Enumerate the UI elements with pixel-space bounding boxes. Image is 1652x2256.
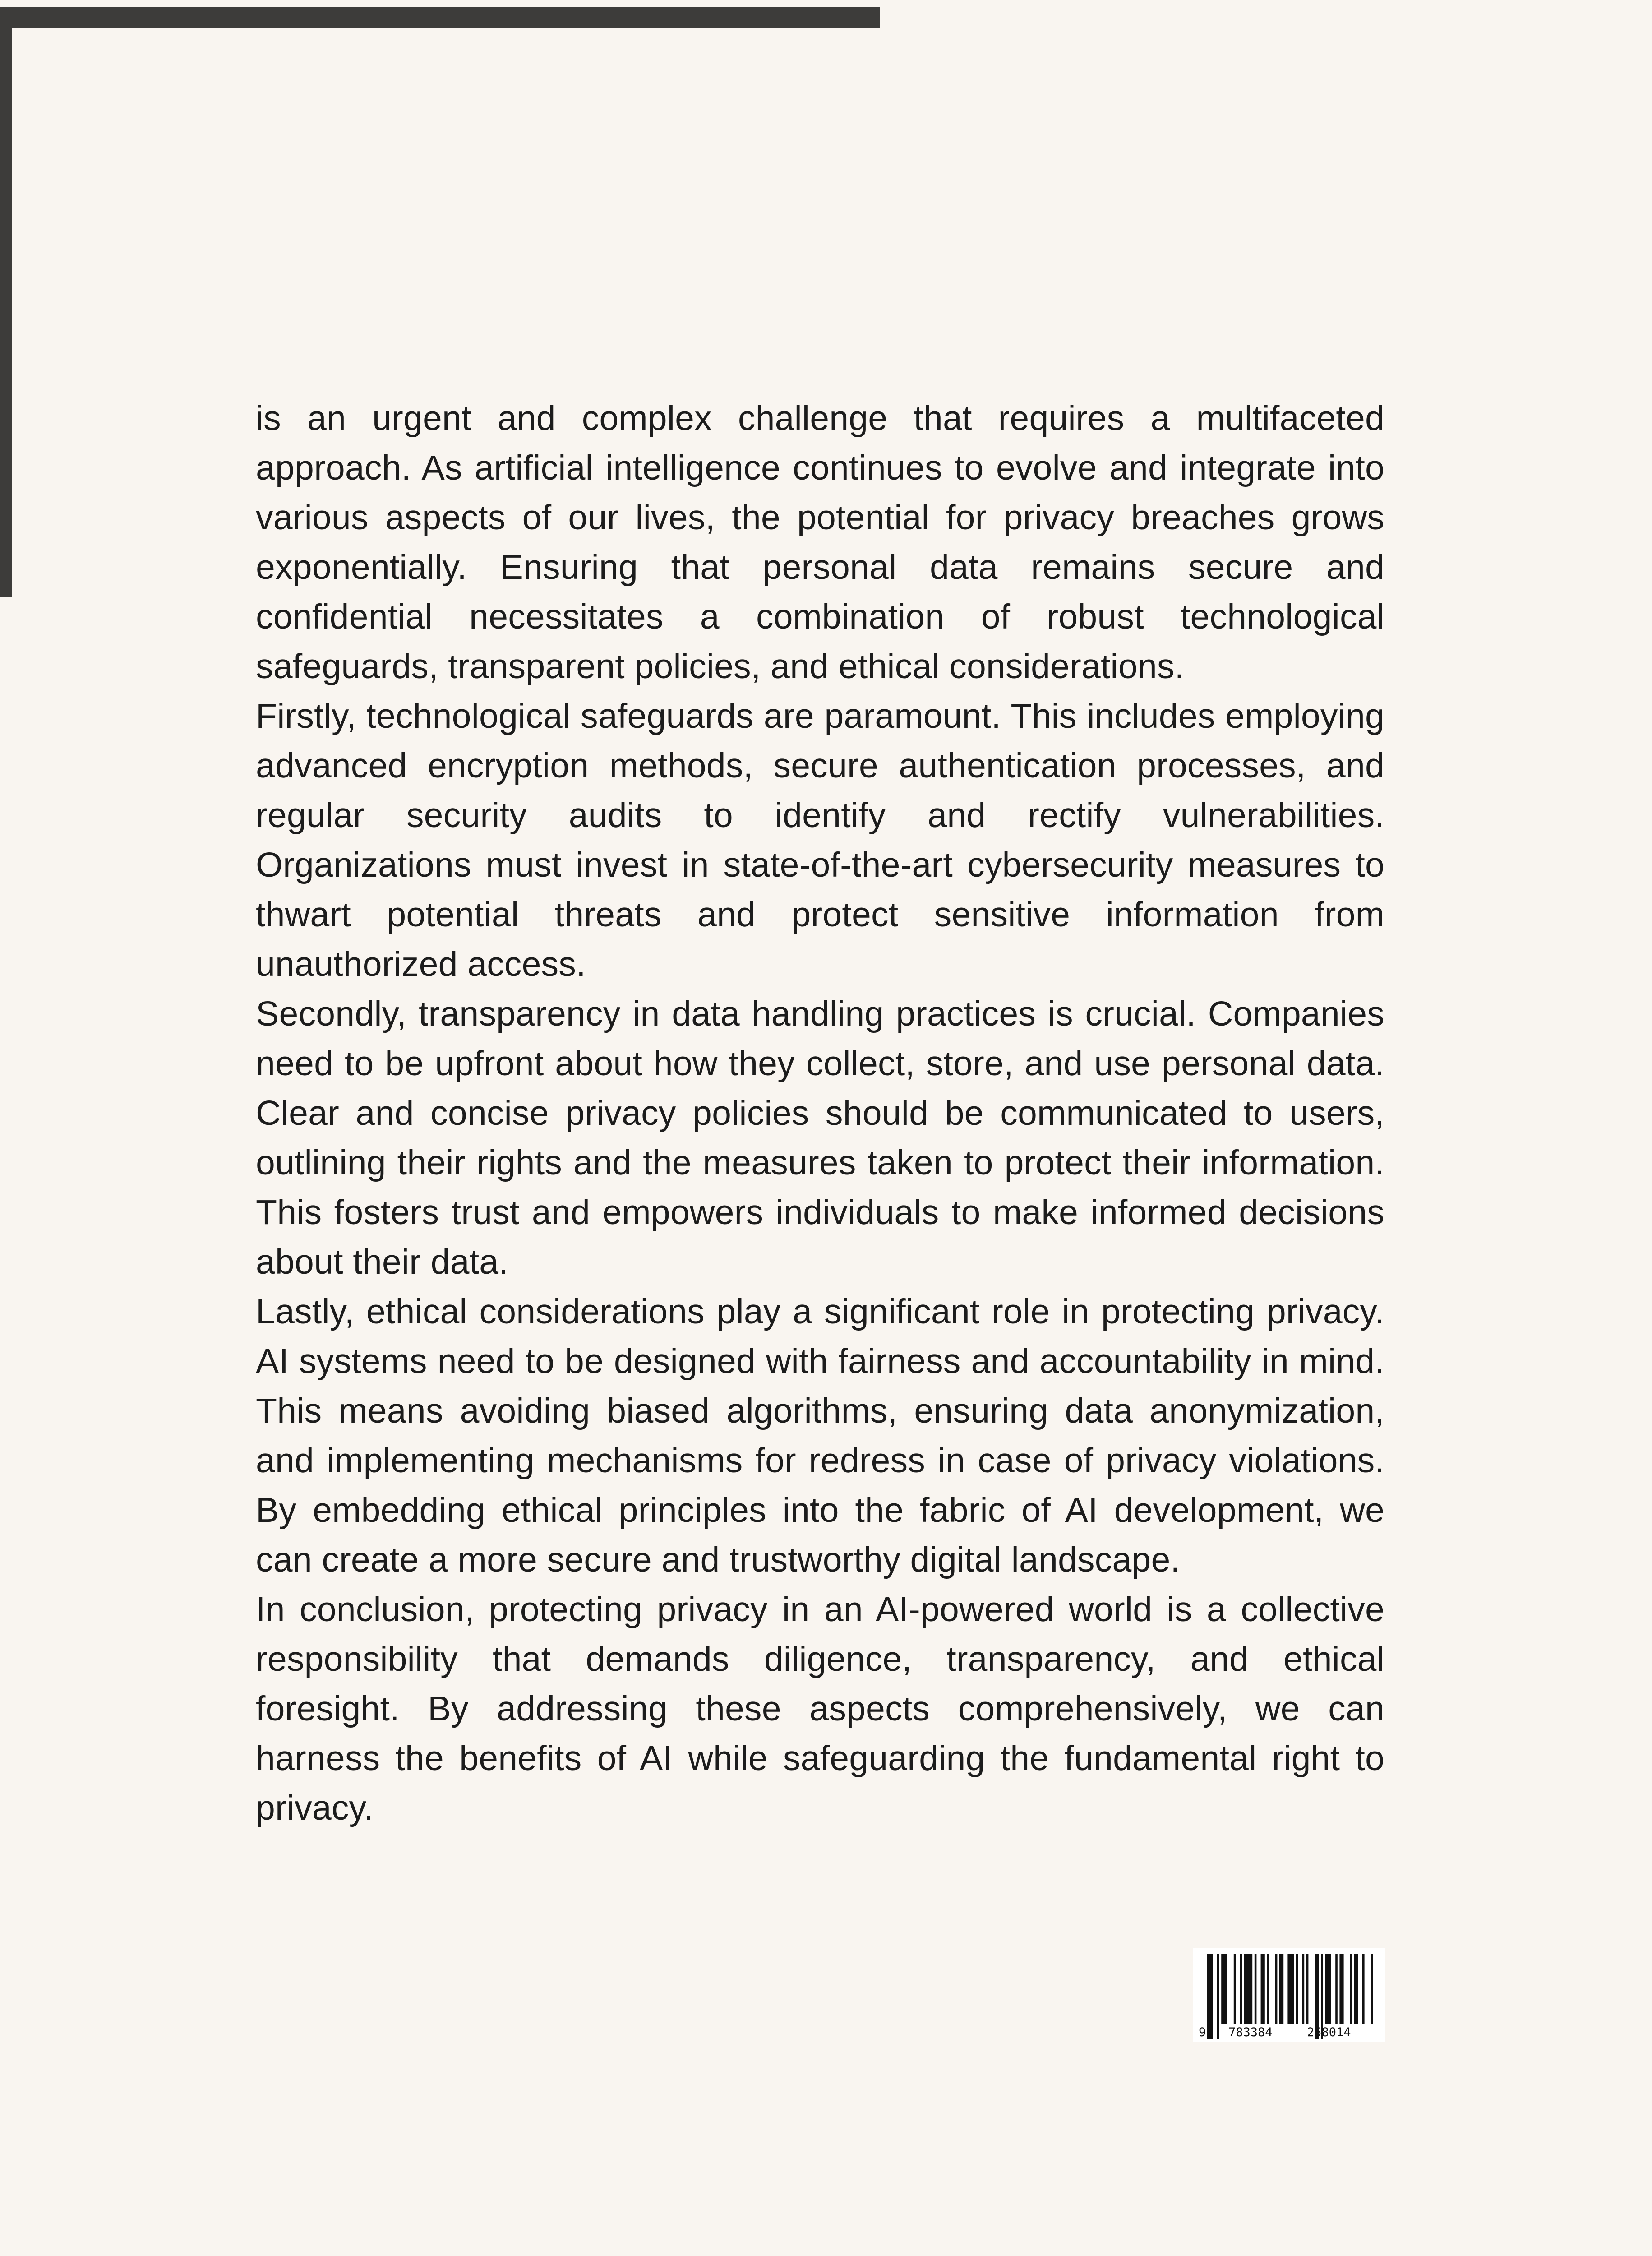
isbn-barcode <box>1193 1948 1385 2042</box>
barcode-bar <box>1350 1954 1352 2024</box>
paragraph-conclusion: In conclusion, protecting privacy in an AI-powered world is a collective responsibility that demands diligence, transparency, and ethical foresight. By addressing these aspects comprehensively, we can harness the benefits of AI while safeguarding the fundamental right to privacy. <box>256 1590 1384 1827</box>
barcode-bar <box>1267 1954 1269 2024</box>
decorative-frame-top-bar <box>0 7 880 28</box>
barcode-bar <box>1302 1954 1305 2024</box>
barcode-bar <box>1240 1954 1242 2024</box>
barcode-bar <box>1255 1954 1257 2024</box>
barcode-bar <box>1354 1954 1358 2024</box>
barcode-digit-lead: 9 <box>1199 2025 1206 2039</box>
barcode-bar <box>1362 1954 1365 2024</box>
barcode-bar <box>1234 1954 1236 2024</box>
paragraph-technological-safeguards: Firstly, technological safeguards are paramount. This includes employing advanced encryption methods, secure authentication processes, and regular security audits to identify and rectify vulnerabilities. Organizations must invest in state-of-the-art cybersecurity measures to thwart potential threats and protect sensitive information from unauthorized access. <box>256 697 1384 984</box>
barcode-bar <box>1221 1954 1227 2024</box>
barcode-bar <box>1371 1954 1373 2024</box>
barcode-bar <box>1275 1954 1278 2024</box>
barcode-bar <box>1279 1954 1283 2024</box>
decorative-frame-left-bar <box>0 7 12 597</box>
barcode-bar <box>1261 1954 1265 2024</box>
barcode-digits <box>1193 2025 1385 2040</box>
barcode-digit-group-2: 258014 <box>1307 2025 1351 2039</box>
paragraph-ethical-considerations: Lastly, ethical considerations play a significant role in protecting privacy. AI systems need to be designed with fairness and accountability in mind. This means avoiding biased algorithms, ensuring data anonymization, and implementing mechanisms for redress in case of privacy violations. By embedding ethical principles into the fabric of AI development, we can create a more secure and trustworthy digital landscape. <box>256 1292 1384 1579</box>
barcode-digit-group-1: 783384 <box>1228 2025 1273 2039</box>
barcode-bar <box>1306 1954 1309 2024</box>
barcode-bar <box>1244 1954 1252 2024</box>
barcode-bar <box>1296 1954 1298 2024</box>
barcode-bar <box>1339 1954 1343 2024</box>
barcode-bar <box>1325 1954 1331 2024</box>
barcode-bar <box>1335 1954 1338 2024</box>
back-cover-text <box>256 393 1384 1833</box>
paragraph-intro: is an urgent and complex challenge that requires a multifaceted approach. As artificial intelligence continues to evolve and integrate into various aspects of our lives, the potential for privacy breaches grows exponentially. Ensuring that personal data remains secure and confidential necessitates a combination of robust technological safeguards, transparent policies, and ethical considerations. <box>256 399 1384 686</box>
paragraph-transparency: Secondly, transparency in data handling practices is crucial. Companies need to be upfront about how they collect, store, and use personal data. Clear and concise privacy policies should be communicated to users, outlining their rights and the measures taken to protect their information. This fosters trust and empowers individuals to make informed decisions about their data. <box>256 994 1384 1281</box>
barcode-bar <box>1287 1954 1294 2024</box>
